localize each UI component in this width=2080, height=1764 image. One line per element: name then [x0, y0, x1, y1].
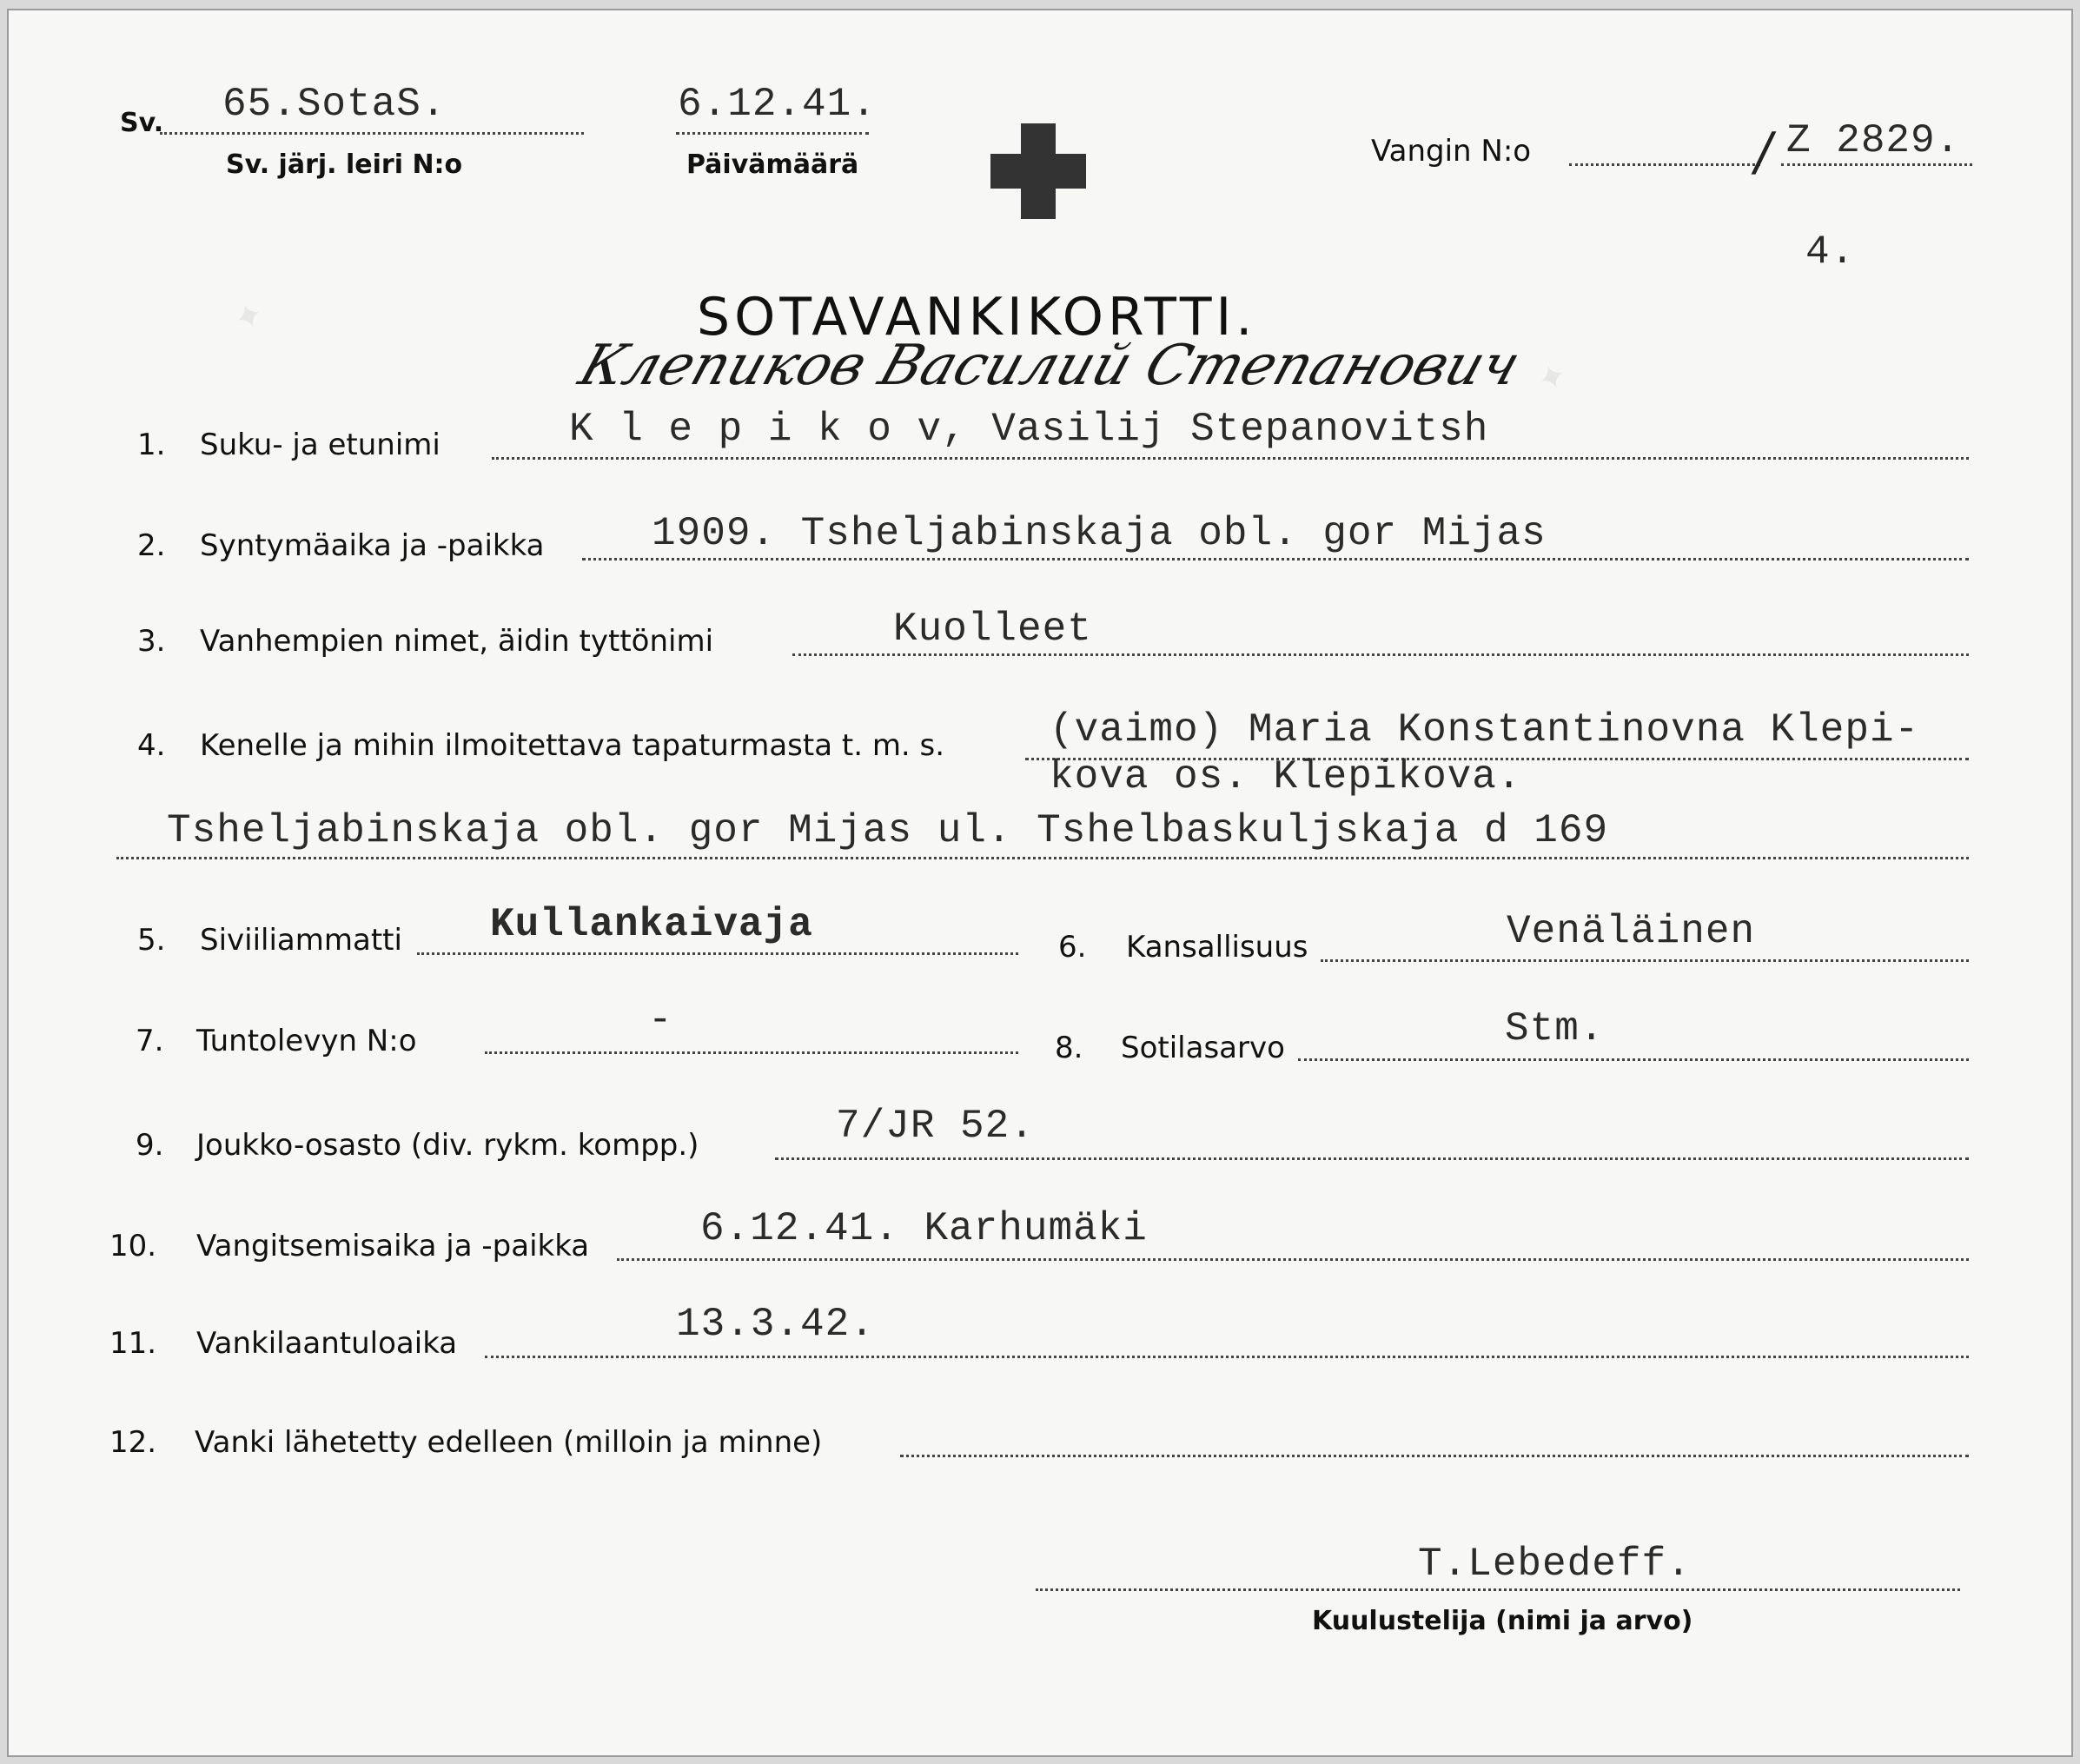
field-value-contact-2: kova os. Klepikova.: [1050, 754, 1522, 799]
field-line: [900, 1455, 1969, 1457]
field-value-nationality: Venäläinen: [1507, 909, 1756, 954]
field-label-name: Suku- ja etunimi: [200, 428, 441, 462]
field-label-arrival: Vankilaantuloaika: [196, 1326, 458, 1361]
field-label-nationality: Kansallisuus: [1126, 930, 1308, 965]
field-label-contact: Kenelle ja mihin ilmoitettava tapaturmasta t. m. s.: [200, 728, 945, 763]
field-number: 11.: [109, 1326, 157, 1361]
handwritten-name: Клепиков Василий Степанович: [571, 334, 1528, 398]
watermark: ✦: [228, 293, 270, 342]
field-value-contact-address: Tsheljabinskaja obl. gor Mijas ul. Tshelbaskuljskaja d 169: [167, 808, 1609, 853]
field-label-unit: Joukko-osasto (div. rykm. kompp.): [196, 1128, 699, 1163]
date-caption: Päivämäärä: [686, 149, 859, 180]
card-title: SOTAVANKIKORTTI.: [697, 287, 1257, 348]
date-value: 6.12.41.: [678, 82, 877, 127]
field-line: [1321, 959, 1969, 962]
field-line: [417, 952, 1018, 955]
field-number: 12.: [109, 1425, 157, 1460]
field-line: [485, 1051, 1018, 1054]
slash-mark: /: [1749, 122, 1779, 182]
field-value-rank: Stm.: [1505, 1006, 1605, 1051]
field-value-tag: -: [648, 998, 673, 1043]
prisoner-no-line: [1569, 163, 1760, 166]
field-value-parents: Kuolleet: [893, 607, 1092, 652]
field-label-capture: Vangitsemisaika ja -paikka: [196, 1229, 590, 1263]
field-number: 4.: [137, 728, 166, 763]
watermark: ✦: [1531, 354, 1573, 402]
field-number: 7.: [136, 1024, 164, 1058]
camp-prefix: Sv.: [120, 108, 164, 138]
interrogator-signature: T.Lebedeff.: [1418, 1542, 1692, 1587]
prisoner-no-label: Vangin N:o: [1371, 134, 1532, 169]
field-value-occupation: Kullankaivaja: [490, 902, 813, 947]
field-label-rank: Sotilasarvo: [1121, 1031, 1285, 1065]
field-line: [116, 857, 1969, 859]
field-label-occupation: Siviiliammatti: [200, 923, 402, 958]
field-number: 2.: [137, 528, 166, 563]
camp-value: 65.SotaS.: [222, 82, 447, 127]
field-line: [582, 558, 1969, 560]
extra-mark: 4.: [1805, 229, 1856, 275]
field-number: 9.: [136, 1128, 164, 1163]
field-number: 6.: [1058, 930, 1087, 965]
field-value-capture: 6.12.41. Karhumäki: [700, 1206, 1148, 1251]
field-line: [1298, 1058, 1969, 1061]
prisoner-no-value: Z 2829.: [1786, 118, 1961, 163]
field-value-birth: 1909. Tsheljabinskaja obl. gor Mijas: [652, 511, 1547, 556]
field-number: 8.: [1055, 1031, 1083, 1065]
field-number: 1.: [137, 428, 166, 462]
prisoner-card: [7, 9, 2073, 1757]
field-label-birth: Syntymäaika ja -paikka: [200, 528, 545, 563]
field-label-transfer: Vanki lähetetty edelleen (milloin ja minne): [195, 1425, 823, 1460]
field-value-unit: 7/JR 52.: [836, 1104, 1035, 1149]
field-number: 3.: [137, 624, 166, 659]
signature-line: [1036, 1588, 1960, 1591]
cross-icon: [990, 123, 1086, 219]
field-line: [485, 1356, 1969, 1358]
field-value-arrival: 13.3.42.: [676, 1302, 875, 1347]
camp-line: [160, 132, 584, 135]
field-label-parents: Vanhempien nimet, äidin tyttönimi: [200, 624, 714, 659]
field-number: 5.: [137, 923, 166, 958]
date-line: [676, 132, 869, 135]
field-line: [617, 1258, 1969, 1261]
field-value-name: K l e p i k o v, Vasilij Stepanovitsh: [569, 407, 1489, 452]
field-number: 10.: [109, 1229, 157, 1263]
signature-caption: Kuulustelija (nimi ja arvo): [1312, 1606, 1693, 1636]
field-line: [792, 653, 1969, 656]
field-value-contact: (vaimo) Maria Konstantinovna Klepi-: [1050, 707, 1920, 753]
field-line: [492, 457, 1969, 460]
field-line: [775, 1157, 1969, 1160]
prisoner-no-line-2: [1781, 163, 1972, 166]
field-label-tag: Tuntolevyn N:o: [196, 1024, 417, 1058]
camp-caption: Sv. järj. leiri N:o: [226, 149, 463, 180]
